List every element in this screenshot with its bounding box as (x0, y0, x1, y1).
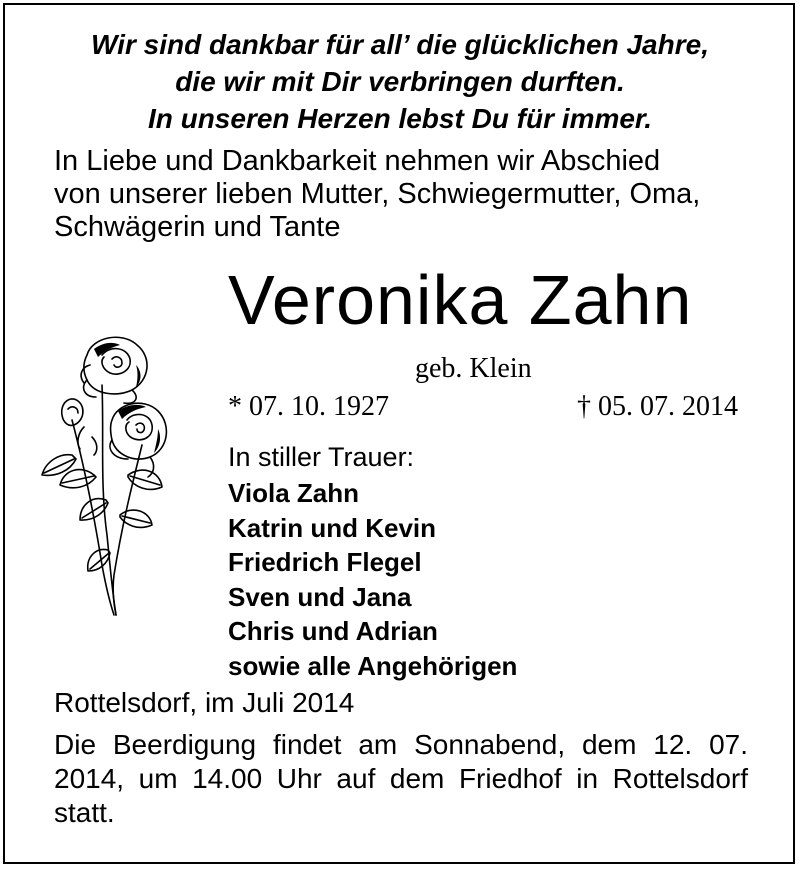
mourner-item: sowie alle Angehörigen (228, 650, 518, 681)
intro-line: von unserer lieben Mutter, Schwiegermutter, Oma, (54, 178, 701, 210)
intro-line: Schwägerin und Tante (54, 211, 341, 243)
maiden-name: geb. Klein (415, 353, 532, 384)
mourner-item: Chris und Adrian (228, 616, 438, 646)
mourners-list (228, 476, 517, 683)
intro-line: In Liebe und Dankbarkeit nehmen wir Abschied (54, 145, 661, 177)
motto (40, 26, 760, 137)
mourner-item: Sven und Jana (228, 581, 412, 612)
funeral-notice: Die Beerdigung findet am Sonnabend, dem 12. 07. 2014, um 14.00 Uhr auf dem Friedhof in Rottelsdorf statt. (54, 729, 748, 828)
rose-icon (32, 325, 192, 620)
deceased-name: Veronika Zahn (228, 261, 693, 339)
mourner-item: Friedrich Flegel (228, 547, 422, 577)
mourner-item: Katrin und Kevin (228, 512, 437, 543)
mourner-item: Viola Zahn (228, 478, 359, 508)
motto-line: In unseren Herzen lebst Du für immer. (147, 103, 653, 134)
motto-line: Wir sind dankbar für all’ die glücklichen Jahre, (91, 29, 709, 60)
place-date: Rottelsdorf, im Juli 2014 (54, 687, 355, 718)
motto-line: die wir mit Dir verbringen durften. (175, 66, 625, 97)
birth-date: * 07. 10. 1927 (228, 391, 389, 422)
mourning-label: In stiller Trauer: (228, 442, 415, 472)
intro-text (54, 145, 754, 244)
death-date: † 05. 07. 2014 (577, 391, 738, 422)
